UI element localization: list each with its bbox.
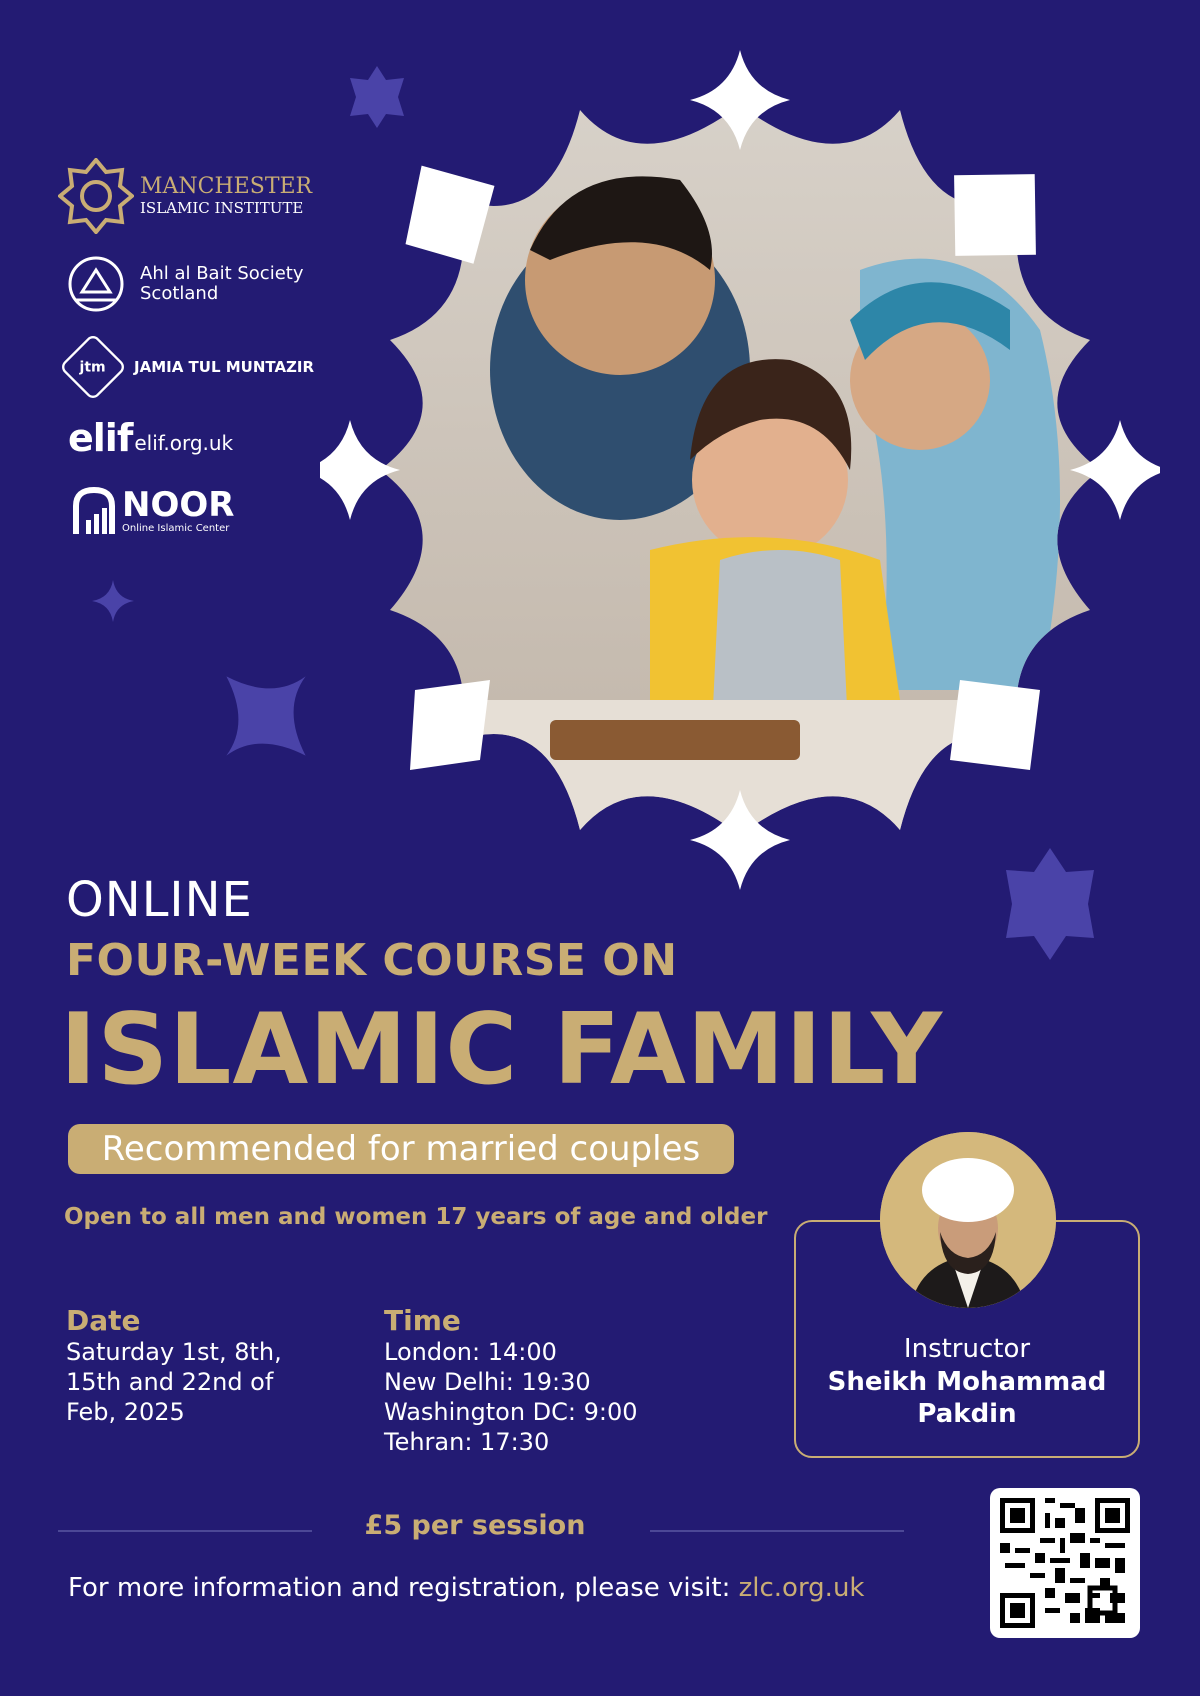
logo-subtitle: ISLAMIC INSTITUTE (140, 199, 304, 217)
manchester-emblem-icon (58, 158, 134, 234)
date-label: Date (66, 1304, 141, 1337)
time-label: Time (384, 1304, 461, 1337)
logo-noor (58, 486, 234, 536)
logo-title: elif.org.uk (134, 431, 234, 455)
logo-title: NOOR (122, 485, 235, 525)
elif-wordmark-icon: elif (68, 416, 133, 460)
logo-jamia-tul-muntazir (58, 336, 314, 398)
course-subheading: FOUR-WEEK COURSE ON (66, 935, 678, 986)
decorative-sparkle-small (92, 580, 134, 622)
date-line: 15th and 22nd of (66, 1368, 274, 1396)
instructor-name-line: Sheikh Mohammad (827, 1367, 1107, 1397)
online-label: ONLINE (66, 872, 253, 928)
course-title: ISLAMIC FAMILY (60, 993, 944, 1107)
noor-emblem-icon (72, 486, 116, 536)
registration-info (68, 1573, 864, 1603)
logo-ahl-al-bait-society (58, 252, 303, 316)
divider-left (58, 1530, 312, 1532)
recommended-badge: Recommended for married couples (68, 1124, 734, 1174)
logo-elif (58, 416, 233, 460)
eligibility-text: Open to all men and women 17 years of age and older (64, 1204, 768, 1230)
instructor-label: Instructor (903, 1334, 1031, 1364)
date-line: Feb, 2025 (66, 1398, 185, 1426)
instructor-portrait-icon (880, 1132, 1056, 1308)
instructor-name-line: Pakdin (917, 1399, 1017, 1429)
divider-right (650, 1530, 904, 1532)
time-line: Washington DC: 9:00 (384, 1398, 638, 1426)
time-line: New Delhi: 19:30 (384, 1368, 591, 1396)
logo-title: Ahl al Bait Society (140, 263, 304, 284)
logo-subtitle: Online Islamic Center (122, 523, 230, 534)
instructor-name (794, 1366, 1140, 1430)
registration-text: For more information and registration, please visit: (68, 1573, 739, 1603)
registration-link[interactable]: zlc.org.uk (738, 1573, 865, 1603)
instructor-avatar (880, 1132, 1056, 1308)
qr-code-icon (1000, 1498, 1130, 1628)
qr-code[interactable] (990, 1488, 1140, 1638)
logo-subtitle: Scotland (140, 283, 219, 304)
time-block (384, 1304, 638, 1457)
logo-title: JAMIA TUL MUNTAZIR (134, 358, 315, 376)
ahl-al-bait-emblem-icon (64, 252, 128, 316)
decorative-clover-shape (210, 660, 322, 772)
price-label: £5 per session (364, 1510, 586, 1541)
jtm-emblem-icon: jtm (59, 333, 127, 401)
logo-manchester-islamic-institute (58, 158, 312, 234)
time-line: London: 14:00 (384, 1338, 557, 1366)
date-block (66, 1304, 282, 1427)
family-photo-frame (320, 50, 1160, 890)
time-line: Tehran: 17:30 (384, 1428, 550, 1456)
logo-title: MANCHESTER (140, 174, 313, 199)
date-line: Saturday 1st, 8th, (66, 1338, 282, 1366)
